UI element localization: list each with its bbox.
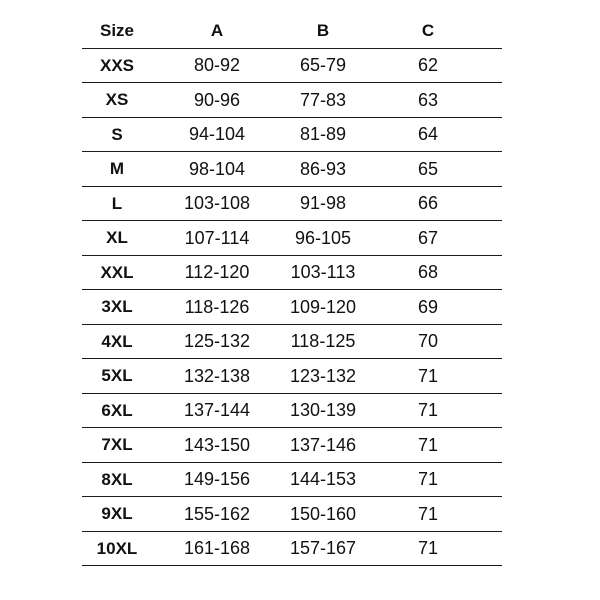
a-cell: 137-144	[183, 400, 251, 421]
c-cell: 71	[417, 469, 439, 490]
size-cell: XXS	[99, 55, 135, 75]
c-cell: 69	[417, 296, 439, 317]
a-cell: 112-120	[184, 262, 250, 283]
table-row	[82, 49, 502, 84]
size-cell: 4XL	[101, 331, 133, 351]
size-cell: L	[111, 193, 123, 213]
c-cell: 71	[417, 365, 439, 386]
table-row	[82, 290, 502, 325]
a-cell: 94-104	[188, 124, 246, 145]
a-cell: 80-92	[193, 55, 241, 76]
c-cell: 63	[417, 89, 439, 110]
b-cell: 109-120	[289, 296, 357, 317]
a-cell: 155-162	[183, 503, 251, 524]
size-cell: 9XL	[101, 504, 133, 524]
c-cell: 71	[417, 400, 439, 421]
a-cell: 132-138	[183, 365, 251, 386]
b-cell: 137-146	[289, 434, 357, 455]
a-cell: 98-104	[188, 158, 246, 179]
size-cell: 3XL	[101, 297, 133, 317]
c-cell: 68	[417, 262, 439, 283]
table-row	[82, 152, 502, 187]
header-a: A	[210, 21, 224, 41]
table-row	[82, 532, 502, 567]
table-row	[82, 221, 502, 256]
size-cell: XS	[105, 90, 129, 110]
a-cell: 118-126	[184, 296, 250, 317]
size-cell: S	[111, 124, 123, 144]
header-size: Size	[99, 21, 135, 41]
c-cell: 71	[417, 503, 439, 524]
c-cell: 67	[417, 227, 439, 248]
b-cell: 86-93	[299, 158, 347, 179]
b-cell: 150-160	[289, 503, 357, 524]
table-row	[82, 428, 502, 463]
b-cell: 81-89	[299, 124, 347, 145]
a-cell: 143-150	[183, 434, 251, 455]
header-c: C	[421, 21, 435, 41]
table-row	[82, 256, 502, 291]
b-cell: 144-153	[289, 469, 357, 490]
size-cell: XXL	[100, 262, 134, 282]
b-cell: 123-132	[289, 365, 357, 386]
size-cell: 5XL	[101, 366, 133, 386]
b-cell: 157-167	[289, 538, 357, 559]
b-cell: 65-79	[299, 55, 347, 76]
b-cell: 118-125	[290, 331, 356, 352]
table-row	[82, 359, 502, 394]
b-cell: 130-139	[289, 400, 357, 421]
b-cell: 96-105	[294, 227, 352, 248]
c-cell: 70	[417, 331, 439, 352]
table-header-row	[82, 14, 502, 49]
a-cell: 103-108	[183, 193, 251, 214]
size-cell: 10XL	[96, 538, 138, 558]
size-cell: 6XL	[101, 400, 133, 420]
a-cell: 161-168	[183, 538, 251, 559]
header-b: B	[316, 21, 330, 41]
size-cell: XL	[106, 228, 128, 248]
size-cell: 7XL	[101, 435, 133, 455]
a-cell: 107-114	[184, 227, 250, 248]
table-row	[82, 497, 502, 532]
c-cell: 71	[417, 538, 439, 559]
table-row	[82, 463, 502, 498]
c-cell: 65	[417, 158, 439, 179]
b-cell: 77-83	[299, 89, 347, 110]
a-cell: 90-96	[193, 89, 241, 110]
table-row	[82, 118, 502, 153]
table-row	[82, 394, 502, 429]
a-cell: 149-156	[183, 469, 251, 490]
a-cell: 125-132	[183, 331, 251, 352]
table-row	[82, 325, 502, 360]
c-cell: 62	[417, 55, 439, 76]
c-cell: 66	[417, 193, 439, 214]
table-row	[82, 83, 502, 118]
table-row	[82, 187, 502, 222]
c-cell: 64	[417, 124, 439, 145]
table-body	[82, 49, 502, 567]
c-cell: 71	[417, 434, 439, 455]
size-cell: M	[109, 159, 125, 179]
size-cell: 8XL	[101, 469, 133, 489]
b-cell: 91-98	[299, 193, 347, 214]
b-cell: 103-113	[290, 262, 356, 283]
size-chart-table	[82, 14, 502, 566]
